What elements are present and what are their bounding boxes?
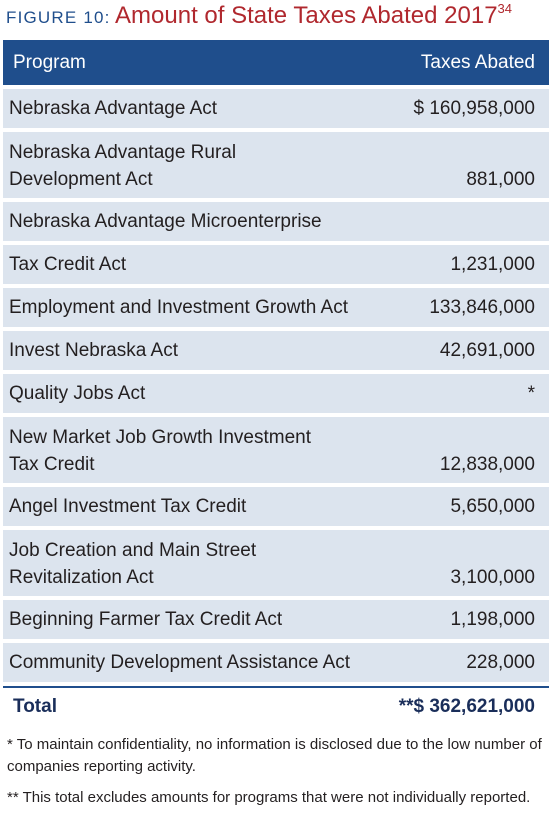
program-name: Beginning Farmer Tax Credit Act bbox=[9, 609, 283, 630]
program-name: Employment and Investment Growth Act bbox=[9, 297, 348, 318]
program-name: Nebraska Advantage Act bbox=[9, 98, 218, 119]
taxes-abated-value: 1,231,000 bbox=[450, 254, 535, 275]
table-row bbox=[3, 132, 549, 198]
taxes-abated-value: * bbox=[527, 383, 535, 404]
table-row bbox=[3, 417, 549, 483]
taxes-abated-value: $ 160,958,000 bbox=[413, 98, 535, 119]
figure-heading: Amount of State Taxes Abated 2017 bbox=[115, 2, 498, 29]
program-name: Tax Credit Act bbox=[9, 254, 127, 275]
table-row bbox=[3, 202, 549, 241]
program-name: New Market Job Growth Investment Tax Credit bbox=[9, 427, 311, 475]
taxes-abated-value: 5,650,000 bbox=[450, 496, 535, 517]
program-name: Nebraska Advantage Microenterprise bbox=[9, 211, 322, 232]
taxes-abated-value: 228,000 bbox=[466, 652, 535, 673]
figure-label: FIGURE 10: bbox=[6, 8, 111, 27]
total-row bbox=[3, 686, 549, 725]
program-name: Quality Jobs Act bbox=[9, 383, 146, 404]
taxes-abated-table bbox=[3, 40, 549, 725]
table-row bbox=[3, 374, 549, 413]
footnote-total-excludes: ** This total excludes amounts for programs that were not individually reported. bbox=[7, 789, 531, 806]
table-row bbox=[3, 288, 549, 327]
taxes-abated-value: 133,846,000 bbox=[429, 297, 535, 318]
program-name: Job Creation and Main Street Revitalization Act bbox=[9, 540, 257, 588]
table-row bbox=[3, 643, 549, 682]
total-amount: **$ 362,621,000 bbox=[398, 695, 535, 717]
table-header bbox=[3, 40, 549, 85]
program-name: Invest Nebraska Act bbox=[9, 340, 178, 361]
table-row bbox=[3, 331, 549, 370]
table-row bbox=[3, 530, 549, 596]
footnote-confidentiality: * To maintain confidentiality, no information is disclosed due to the low number of companies reporting activity. bbox=[7, 736, 542, 775]
table-row bbox=[3, 245, 549, 284]
total-label: Total bbox=[13, 695, 57, 717]
program-name: Nebraska Advantage Rural Development Act bbox=[9, 142, 237, 190]
header-program: Program bbox=[13, 51, 86, 73]
header-taxes-abated: Taxes Abated bbox=[420, 51, 535, 73]
taxes-abated-value: 3,100,000 bbox=[450, 567, 535, 588]
taxes-abated-value: 1,198,000 bbox=[450, 609, 535, 630]
table-row bbox=[3, 89, 549, 128]
table-row bbox=[3, 600, 549, 639]
program-name: Angel Investment Tax Credit bbox=[9, 496, 247, 517]
figure-title bbox=[6, 2, 512, 33]
taxes-abated-value: 881,000 bbox=[466, 169, 535, 190]
footnote-reference: 34 bbox=[497, 1, 513, 16]
program-name: Community Development Assistance Act bbox=[9, 652, 351, 673]
taxes-abated-value: 42,691,000 bbox=[439, 340, 535, 361]
table-row bbox=[3, 487, 549, 526]
taxes-abated-value: 12,838,000 bbox=[439, 454, 535, 475]
